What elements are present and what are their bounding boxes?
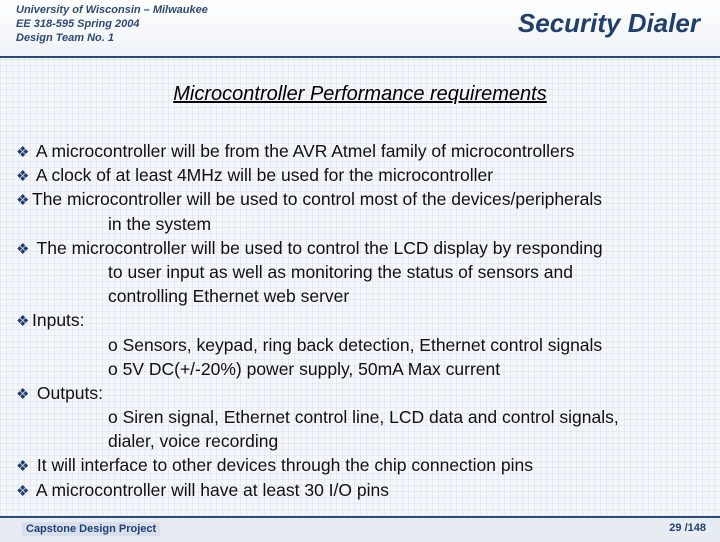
line-text: o Siren signal, Ethernet control line, LCD data and control signals, (108, 407, 619, 428)
diamond-bullet-icon: ❖ (16, 458, 30, 476)
diamond-bullet-icon: ❖ (16, 240, 30, 258)
bullet-line (16, 453, 716, 477)
line-text: Inputs: (32, 310, 85, 331)
bullet-line (16, 187, 716, 211)
bullet-line (16, 478, 716, 502)
continuation-line (16, 429, 716, 453)
header-title: Security Dialer (517, 8, 700, 38)
diamond-bullet-icon: ❖ (16, 313, 30, 331)
continuation-line (16, 284, 716, 308)
line-text: A microcontroller will have at least 30 I/O pins (32, 479, 389, 500)
bullet-line (16, 163, 716, 187)
line-text: dialer, voice recording (108, 431, 279, 452)
footer-label: Capstone Design Project (22, 522, 160, 536)
slide-footer (0, 516, 720, 542)
continuation-line (16, 333, 716, 357)
line-text: It will interface to other devices through the chip connection pins (32, 455, 533, 476)
header-university: University of Wisconsin – Milwaukee (16, 4, 208, 16)
slide-content (16, 139, 716, 502)
line-text: to user input as well as monitoring the status of sensors and (108, 261, 573, 282)
page-number: 29 /148 (669, 522, 706, 534)
line-text: The microcontroller will be used to control the LCD display by responding (32, 237, 603, 258)
slide-header (0, 0, 720, 58)
header-org-info (16, 3, 208, 45)
line-text: in the system (108, 213, 212, 234)
diamond-bullet-icon: ❖ (16, 168, 30, 186)
line-text: Outputs: (32, 382, 104, 403)
continuation-line (16, 212, 716, 236)
line-text: A microcontroller will be from the AVR Atmel family of microcontrollers (32, 141, 575, 161)
diamond-bullet-icon: ❖ (16, 385, 30, 403)
continuation-line (16, 260, 716, 284)
diamond-bullet-icon: ❖ (16, 482, 30, 500)
bullet-line (16, 139, 716, 163)
header-team: Design Team No. 1 (16, 32, 115, 44)
diamond-bullet-icon: ❖ (16, 144, 30, 161)
line-text: The microcontroller will be used to control most of the devices/peripherals (32, 189, 602, 210)
bullet-line (16, 381, 716, 405)
continuation-line (16, 357, 716, 381)
line-text: o Sensors, keypad, ring back detection, Ethernet control signals (108, 334, 603, 355)
line-text: A clock of at least 4MHz will be used for the microcontroller (32, 165, 494, 186)
line-text: controlling Ethernet web server (108, 286, 350, 307)
header-course: EE 318-595 Spring 2004 (16, 18, 140, 30)
diamond-bullet-icon: ❖ (16, 192, 30, 210)
bullet-line (16, 308, 716, 332)
continuation-line (16, 405, 716, 429)
slide-title: Microcontroller Performance requirements (173, 83, 547, 105)
line-text: o 5V DC(+/-20%) power supply, 50mA Max current (108, 358, 501, 379)
bullet-line (16, 236, 716, 260)
